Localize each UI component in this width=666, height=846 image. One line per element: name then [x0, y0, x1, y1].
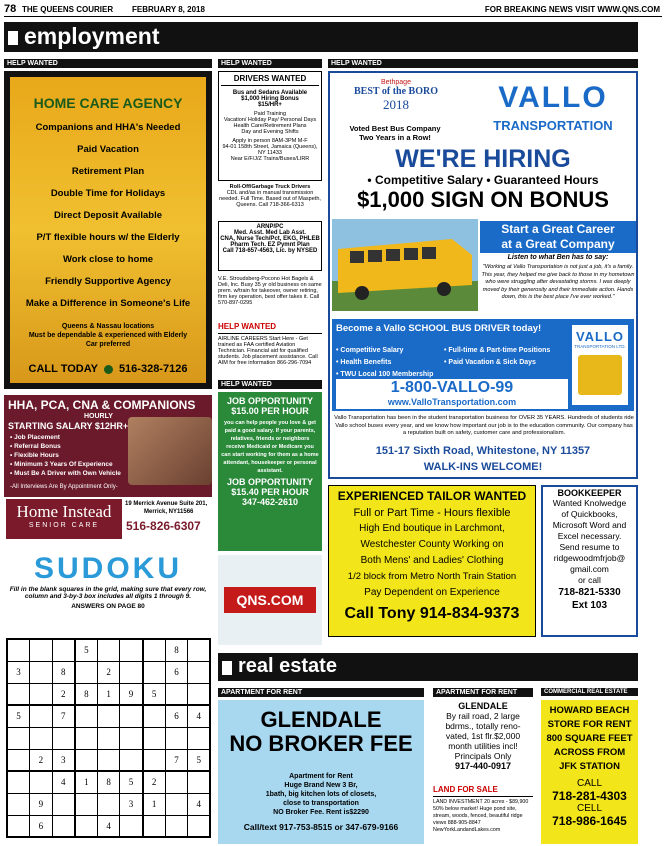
sudoku-cell[interactable]	[120, 727, 143, 749]
sign-on-bonus: $1,000 SIGN ON BONUS	[357, 187, 609, 212]
drivers-line: Paid Training	[253, 111, 287, 117]
were-hiring: WE'RE HIRING	[395, 145, 571, 173]
appointment-note: -All Interviews Are By Appointment Only-	[10, 484, 118, 490]
howard-cell-label: CELL	[576, 803, 602, 814]
home-care-requirement: Must be dependable & experienced with Elderly	[28, 332, 188, 339]
bullet-icon: •	[10, 470, 15, 477]
benefits-left	[336, 345, 433, 381]
glendale-title: GLENDALE	[260, 707, 382, 732]
help-wanted-label-4: HELP WANTED	[328, 59, 638, 68]
bullet-icon: •	[10, 443, 15, 450]
home-care-panel	[10, 77, 206, 383]
drivers-line: Near E/F/J/Z Trains/Buses/LIRR	[230, 156, 310, 162]
bookkeeper-ad	[541, 485, 638, 637]
sudoku-cell[interactable]	[30, 705, 53, 727]
sudoku-cell[interactable]: 2	[30, 749, 53, 771]
glendale-rail-ad	[433, 700, 533, 780]
sudoku-cell[interactable]	[75, 749, 98, 771]
sudoku-cell[interactable]	[165, 815, 188, 837]
bagels-ad: V.E. Stroudsberg-Pocono Hot Bagels & Deli, Inc. Busy 35 yr old business on same prem. w/train for takeover, owner retiring, firm key operation, best offer takes it. Call 570-897-0295	[218, 276, 322, 306]
paper-name: THE QUEENS COURIER	[22, 5, 114, 14]
drivers-wanted-ad	[218, 71, 322, 181]
bookkeeper-title: BOOKKEEPER	[557, 488, 622, 498]
home-care-line: Make a Difference in Someone's Life	[25, 298, 191, 309]
drivers-line: Apply in person 8AM-3PM M-F	[232, 138, 308, 144]
bullet-text: Flexible Hours	[14, 452, 59, 459]
voted-line: Voted Best Bus Company	[349, 124, 441, 133]
real-estate-heading: real estate	[238, 655, 337, 677]
sudoku-cell[interactable]: 1	[75, 771, 98, 793]
howard-line: 800 SQUARE FEET	[546, 733, 633, 744]
howard-call-label: CALL	[576, 778, 602, 789]
sudoku-cell[interactable]	[165, 683, 188, 705]
home-care-lines	[10, 117, 206, 315]
sudoku-cell[interactable]: 5	[7, 705, 30, 727]
bullet-icon: •	[10, 434, 15, 441]
sudoku-cell[interactable]	[165, 793, 188, 815]
sudoku-cell[interactable]	[75, 793, 98, 815]
drivers-title: DRIVERS WANTED	[221, 74, 319, 86]
help-wanted-red-label: HELP WANTED	[218, 322, 322, 334]
sudoku-cell[interactable]: 1	[97, 683, 120, 705]
vallo-description: Vallo Transportation has been in the student transportation business for OVER 35 YEARS. Hundreds of students ride Vallo school buses every year, and we know how important our job is to the education community. Our company has a reputation built on safety, customer care and professionalism.	[334, 415, 634, 436]
airline-ad: AIRLINE CAREERS Start Here - Get trained as FAA certified Aviation Technician. Financial aid for qualified students. Job placement assistance. Call AIM for free information 866-296-7094	[218, 336, 318, 366]
job-opp-body: you can help people you love & get paid a good salary. If your parents, relatives, friends or neighbors receive Medicaid or Medicare you can start working for them as a home attendant, housekeeper or personal assistant.	[221, 420, 319, 474]
tailor-line: High End boutique in Larchmont,	[359, 523, 505, 534]
sudoku-cell[interactable]: 4	[52, 771, 75, 793]
great-career-banner	[480, 221, 636, 253]
bullet-text: Must Be A Driver with Own Vehicle	[14, 470, 121, 477]
bookkeeper-line: of Quickbooks,	[561, 509, 618, 519]
vallo-contact-box	[336, 379, 568, 409]
logo-text: Home Instead	[16, 502, 112, 521]
section-marker	[222, 661, 232, 675]
help-wanted-label-2: HELP WANTED	[218, 59, 322, 68]
no-broker-fee: NO BROKER FEE	[229, 731, 413, 756]
sudoku-row	[7, 749, 210, 771]
sudoku-cell[interactable]	[30, 727, 53, 749]
bookkeeper-line: Excel necessary.	[557, 531, 622, 541]
land-ad: LAND INVESTMENT 20 acres - $89,900 50% below market! Huge pond site, stream, woods, fenced, beautiful ridge views 888-905-8847 NewYorkLandandLakes.com	[433, 799, 529, 833]
sudoku-cell[interactable]	[188, 639, 211, 661]
sudoku-cell[interactable]	[52, 815, 75, 837]
sudoku-cell[interactable]: 5	[120, 771, 143, 793]
section-marker	[8, 31, 18, 45]
sudoku-cell[interactable]: 7	[165, 749, 188, 771]
home-care-call	[10, 363, 206, 375]
bus-icon	[578, 355, 622, 395]
benefit-item: • Health Benefits	[336, 359, 392, 366]
tailor-phone[interactable]: Call Tony 914-834-9373	[344, 605, 520, 622]
school-bus-driver-panel	[332, 319, 634, 411]
vallo-address: 151-17 Sixth Road, Whitestone, NY 11357	[375, 445, 591, 457]
sudoku-cell[interactable]	[165, 727, 188, 749]
best-of-boro-badge	[354, 79, 438, 113]
sudoku-cell[interactable]	[120, 705, 143, 727]
years-line: Two Years in a Row!	[359, 133, 431, 142]
sudoku-instructions: Fill in the blank squares in the grid, making sure that every row, column and 3-by-3 box includes all digits 1 through 9.	[9, 586, 207, 600]
sudoku-cell[interactable]: 3	[120, 793, 143, 815]
bookkeeper-email[interactable]: ridgewoodmfrjob@	[553, 553, 626, 563]
sudoku-cell[interactable]	[7, 683, 30, 705]
arnp-title: ARNP/PC	[256, 224, 284, 230]
sudoku-grid[interactable]	[6, 638, 211, 838]
vallo-website[interactable]: www.ValloTransportation.com	[387, 397, 517, 407]
sudoku-puzzle	[4, 552, 212, 844]
home-instead-footer	[4, 497, 212, 543]
voted-text	[334, 124, 456, 142]
sudoku-cell[interactable]: 4	[188, 705, 211, 727]
job-opp-phone[interactable]: 347-462-2610	[241, 497, 299, 507]
vallo-ad	[328, 71, 638, 479]
sudoku-cell[interactable]	[7, 771, 30, 793]
sudoku-cell[interactable]	[188, 727, 211, 749]
home-instead-ad	[4, 395, 212, 543]
bethpage-label: Bethpage	[381, 79, 411, 86]
sudoku-cell[interactable]: 6	[165, 705, 188, 727]
sudoku-cell[interactable]	[97, 705, 120, 727]
home-care-line: Friendly Supportive Agency	[45, 276, 171, 287]
sudoku-cell[interactable]	[188, 661, 211, 683]
drivers-line: Vacation/ Holiday Pay/ Personal Days	[223, 117, 317, 123]
bullet-icon: •	[10, 452, 15, 459]
sudoku-cell[interactable]: 6	[165, 661, 188, 683]
logo-subtext: SENIOR CARE	[28, 522, 100, 529]
sudoku-cell[interactable]: 5	[188, 749, 211, 771]
sudoku-cell[interactable]: 5	[75, 639, 98, 661]
vallo-name: VALLO	[498, 81, 608, 114]
tailor-title: EXPERIENCED TAILOR WANTED	[337, 489, 527, 503]
benefit-item: • Competitive Salary	[336, 347, 404, 354]
bullet-text: Referral Bonus	[14, 443, 61, 450]
best-label: BEST of the BORO	[354, 86, 438, 97]
home-care-line: Work close to home	[62, 254, 154, 265]
home-instead-bullet	[10, 451, 121, 460]
home-care-car: Car preferred	[85, 341, 131, 348]
tailor-line: Full or Part Time - Hours flexible	[353, 507, 511, 519]
help-wanted-label-3: HELP WANTED	[218, 380, 322, 389]
howard-line: STORE FOR RENT	[547, 719, 632, 730]
glendale-line: NO Broker Fee. Rent is$2290	[273, 809, 369, 816]
sudoku-cell[interactable]	[7, 727, 30, 749]
drivers-line: 94-01 158th Street, Jamaica (Queens), NY 11433	[222, 144, 318, 156]
sudoku-cell[interactable]	[7, 639, 30, 661]
sudoku-cell[interactable]	[75, 727, 98, 749]
home-care-line: Retirement Plan	[71, 166, 145, 177]
sudoku-cell[interactable]: 4	[97, 815, 120, 837]
issue-date: FEBRUARY 8, 2018	[132, 5, 205, 14]
home-care-ad	[4, 71, 212, 389]
sudoku-cell[interactable]: 1	[143, 793, 166, 815]
sudoku-cell[interactable]: 2	[52, 683, 75, 705]
header-link[interactable]: FOR BREAKING NEWS VISIT WWW.QNS.COM	[484, 5, 660, 14]
glendale-phone[interactable]: Call/text 917-753-8515 or 347-679-9166	[243, 822, 399, 832]
sudoku-cell[interactable]: 3	[52, 749, 75, 771]
glendale2-line: By rail road, 2 large	[446, 711, 520, 721]
arnp-ad	[218, 221, 322, 271]
tailor-line: Both Mens' and Ladies' Clothing	[360, 555, 504, 566]
arnp-line: Pharm Tech. EZ Pymnt Plan	[230, 242, 310, 248]
sudoku-cell[interactable]	[75, 661, 98, 683]
home-care-locations: Queens & Nassau locations	[61, 323, 155, 330]
sudoku-cell[interactable]	[52, 727, 75, 749]
sudoku-cell[interactable]	[75, 815, 98, 837]
help-wanted-label: HELP WANTED	[4, 59, 212, 68]
bookkeeper-line: Send resume to	[559, 542, 620, 552]
glendale-line: Apartment for Rent	[289, 773, 353, 780]
bullet-text: Minimum 3 Years Of Experience	[14, 461, 113, 468]
howard-phone[interactable]: 718-281-4303	[552, 789, 627, 803]
home-care-title: HOME CARE AGENCY	[33, 95, 183, 111]
drivers-line: Bus and Sedans Available	[232, 90, 308, 96]
glendale2-line: Principals Only	[454, 751, 512, 761]
benefit-item: • Full-time & Part-time Positions	[444, 347, 551, 354]
howard-beach-ad	[541, 700, 638, 844]
sudoku-cell[interactable]	[188, 683, 211, 705]
walk-ins: WALK-INS WELCOME!	[423, 461, 543, 473]
sudoku-cell[interactable]	[120, 749, 143, 771]
bookkeeper-ext: Ext 103	[571, 600, 608, 611]
sudoku-cell[interactable]: 9	[30, 793, 53, 815]
home-instead-bullet	[10, 433, 121, 442]
sudoku-cell[interactable]	[30, 771, 53, 793]
sudoku-cell[interactable]	[143, 815, 166, 837]
arnp-line: Med. Asst. Med Lab Asst.	[234, 230, 306, 236]
phone-icon	[104, 365, 113, 374]
small-logo-sub: TRANSPORTATION LTD.	[574, 344, 626, 349]
glendale2-line: vated, 1st flr.$2,000	[445, 731, 521, 741]
sudoku-cell[interactable]	[7, 815, 30, 837]
tailor-line: Pay Dependent on Experience	[364, 587, 500, 598]
rolloff-ad	[218, 184, 322, 216]
sudoku-cell[interactable]	[30, 639, 53, 661]
sudoku-cell[interactable]	[97, 727, 120, 749]
glendale-no-fee-ad	[218, 700, 424, 844]
home-care-line: Paid Vacation	[77, 144, 139, 155]
testimonial-quote: "Working at Vallo Transportation is not just a job, it's a family. This year, they helped me give back to those in my hometown who were struggling after devastating storms. I was deeply moved by their generosity and their immediate action. Hands down, this is the best place I've ever worked."	[481, 264, 635, 300]
job-opp-title: JOB OPPORTUNITY	[226, 396, 313, 406]
bookkeeper-line: Microsoft Word and	[552, 520, 627, 530]
sudoku-cell[interactable]	[143, 639, 166, 661]
vallo-transportation: TRANSPORTATION	[493, 118, 613, 133]
arnp-line: Call 718-657-4563, Lic. by NYSED	[222, 248, 318, 254]
address-line1: 19 Merrick Avenue Suite 201,	[125, 501, 208, 507]
sudoku-cell[interactable]	[52, 639, 75, 661]
home-instead-logo	[6, 499, 122, 539]
sudoku-cell[interactable]	[97, 793, 120, 815]
real-estate-section-bar	[218, 653, 638, 681]
home-care-line: Direct Deposit Available	[53, 210, 163, 221]
benefit-item: • TWU Local 100 Membership	[336, 371, 434, 378]
job-opp-title-2: JOB OPPORTUNITY	[226, 477, 313, 487]
sudoku-cell[interactable]	[188, 771, 211, 793]
drivers-line: $1,000 Hiring Bonus	[241, 96, 299, 102]
bullet-icon: •	[10, 461, 15, 468]
drivers-line: Health Care/Retirement Plans	[233, 123, 307, 129]
home-instead-bullets	[10, 433, 121, 478]
home-care-line: Double Time for Holidays	[50, 188, 166, 199]
sudoku-cell[interactable]	[165, 771, 188, 793]
bullet-text: Job Placement	[14, 434, 60, 441]
arnp-line: CNA, Nurse Tech/Pct, EKG, PHLEB	[220, 236, 320, 242]
sudoku-title: SUDOKU	[33, 552, 182, 585]
howard-line: HOWARD BEACH	[549, 705, 630, 716]
glendale2-title: GLENDALE	[458, 701, 508, 711]
year-label: 2018	[383, 97, 409, 112]
sudoku-cell[interactable]	[75, 705, 98, 727]
sudoku-cell[interactable]: 4	[188, 793, 211, 815]
benefits-right	[444, 345, 550, 369]
sudoku-cell[interactable]	[7, 793, 30, 815]
sudoku-cell[interactable]	[97, 749, 120, 771]
home-care-line: P/T flexible hours w/ the Elderly	[36, 232, 180, 243]
apartment-for-rent-label-2: APARTMENT FOR RENT	[433, 688, 533, 697]
vallo-salary-line: • Competitive Salary • Guaranteed Hours	[367, 173, 599, 187]
drivers-line: Day and Evening Shifts	[241, 129, 299, 135]
hourly-label: HOURLY	[84, 413, 113, 420]
benefit-item: • Paid Vacation & Sick Days	[444, 359, 536, 366]
sudoku-cell[interactable]: 5	[143, 683, 166, 705]
page-header	[4, 3, 662, 17]
glendale2-line: month utilities incl!	[448, 741, 518, 751]
glendale-line: close to transportation	[283, 800, 359, 807]
career-line1: Start a Great Career	[501, 222, 615, 236]
sudoku-row	[7, 771, 210, 793]
glendale2-line: bdrms., totally reno-	[445, 721, 521, 731]
hha-title: HHA, PCA, CNA & COMPANIONS	[8, 398, 196, 412]
bookkeeper-line: Wanted Knolwedge	[552, 498, 627, 508]
sudoku-cell[interactable]	[143, 705, 166, 727]
sudoku-cell[interactable]	[188, 815, 211, 837]
rolloff-title: Roll-Off/Garbage Truck Drivers	[229, 184, 311, 190]
vallo-phone[interactable]: 1-800-VALLO-99	[390, 379, 514, 396]
sudoku-cell[interactable]: 7	[52, 705, 75, 727]
school-bus-illustration	[332, 219, 478, 311]
apartment-for-rent-label: APARTMENT FOR RENT	[218, 688, 424, 697]
listen-label: Listen to what Ben has to say:	[507, 254, 609, 261]
page-number: 78	[4, 3, 17, 15]
home-care-phone[interactable]: 516-328-7126	[118, 363, 188, 375]
sudoku-row	[7, 815, 210, 837]
bookkeeper-phone[interactable]: 718-821-5330	[558, 587, 621, 598]
bookkeeper-email-domain[interactable]: gmail.com	[570, 564, 609, 574]
sudoku-cell[interactable]: 3	[7, 661, 30, 683]
drivers-line: $15/HR+	[258, 102, 282, 108]
home-instead-bullet	[10, 442, 121, 451]
sudoku-row	[7, 683, 210, 705]
sudoku-cell[interactable]	[143, 661, 166, 683]
land-for-sale-label: LAND FOR SALE	[433, 785, 533, 797]
howard-line: JFK STATION	[559, 761, 620, 772]
tailor-line: 1/2 block from Metro North Train Station	[347, 571, 517, 582]
sudoku-cell[interactable]	[97, 639, 120, 661]
sudoku-row	[7, 793, 210, 815]
tailor-line: Westchester County Working on	[360, 539, 504, 550]
qns-ad[interactable]	[218, 555, 322, 645]
glendale-line: 1bath, big kitchen lots of closets,	[265, 791, 377, 798]
rolloff-body: CDL and/as in manual transmission needed. Full Time. Based out of Maspeth, Queens. Call 718-366-6313	[219, 190, 321, 208]
sudoku-cell[interactable]: 6	[30, 815, 53, 837]
employment-section-bar	[4, 22, 638, 52]
sudoku-row	[7, 661, 210, 683]
glendale-line: Huge Brand New 3 Br,	[284, 782, 358, 789]
sudoku-cell[interactable]	[52, 793, 75, 815]
home-instead-bullet	[10, 469, 121, 478]
sudoku-row	[7, 727, 210, 749]
call-today-label: CALL TODAY	[28, 363, 98, 375]
job-opp-rate: $15.00 PER HOUR	[231, 406, 309, 416]
job-opp-rate-2: $15.40 PER HOUR	[231, 487, 309, 497]
home-instead-bullet	[10, 460, 121, 469]
commercial-label: COMMERCIAL REAL ESTATE	[541, 688, 638, 696]
sudoku-row	[7, 639, 210, 661]
sudoku-cell[interactable]: 8	[165, 639, 188, 661]
sudoku-cell[interactable]	[30, 661, 53, 683]
sudoku-cell[interactable]	[120, 661, 143, 683]
vallo-small-logo	[572, 325, 628, 405]
sudoku-cell[interactable]	[143, 727, 166, 749]
howard-line: ACROSS FROM	[553, 747, 626, 758]
sudoku-cell[interactable]	[143, 749, 166, 771]
sudoku-cell[interactable]	[30, 683, 53, 705]
sudoku-cell[interactable]	[120, 815, 143, 837]
bookkeeper-line: or call	[578, 575, 601, 585]
starting-salary: STARTING SALARY $12HR+	[8, 421, 129, 431]
caregiver-photo	[128, 417, 212, 485]
qns-logo: QNS.COM	[224, 587, 316, 613]
home-instead-phone[interactable]: 516-826-6307	[126, 519, 201, 533]
sudoku-cell[interactable]: 2	[143, 771, 166, 793]
tailor-ad	[328, 485, 536, 637]
home-care-line: Companions and HHA's Needed	[35, 122, 181, 133]
address-line2: Merrick, NY11566	[144, 509, 194, 515]
sudoku-cell[interactable]: 8	[52, 661, 75, 683]
sudoku-cell[interactable]: 8	[75, 683, 98, 705]
sudoku-cell[interactable]	[120, 639, 143, 661]
employment-heading: employment	[24, 23, 160, 49]
sudoku-cell[interactable]: 2	[97, 661, 120, 683]
sudoku-cell[interactable]: 8	[97, 771, 120, 793]
glendale2-phone[interactable]: 917-440-0917	[454, 761, 512, 771]
sudoku-row	[7, 705, 210, 727]
career-line2: at a Great Company	[501, 237, 615, 251]
sudoku-answers: ANSWERS ON PAGE 80	[71, 603, 145, 610]
job-opportunity-ad	[218, 392, 322, 551]
sudoku-cell[interactable]: 9	[120, 683, 143, 705]
become-driver: Become a Vallo SCHOOL BUS DRIVER today!	[336, 323, 542, 334]
sudoku-cell[interactable]	[7, 749, 30, 771]
howard-cell-phone[interactable]: 718-986-1645	[552, 814, 627, 828]
small-logo-text: VALLO	[575, 329, 625, 344]
